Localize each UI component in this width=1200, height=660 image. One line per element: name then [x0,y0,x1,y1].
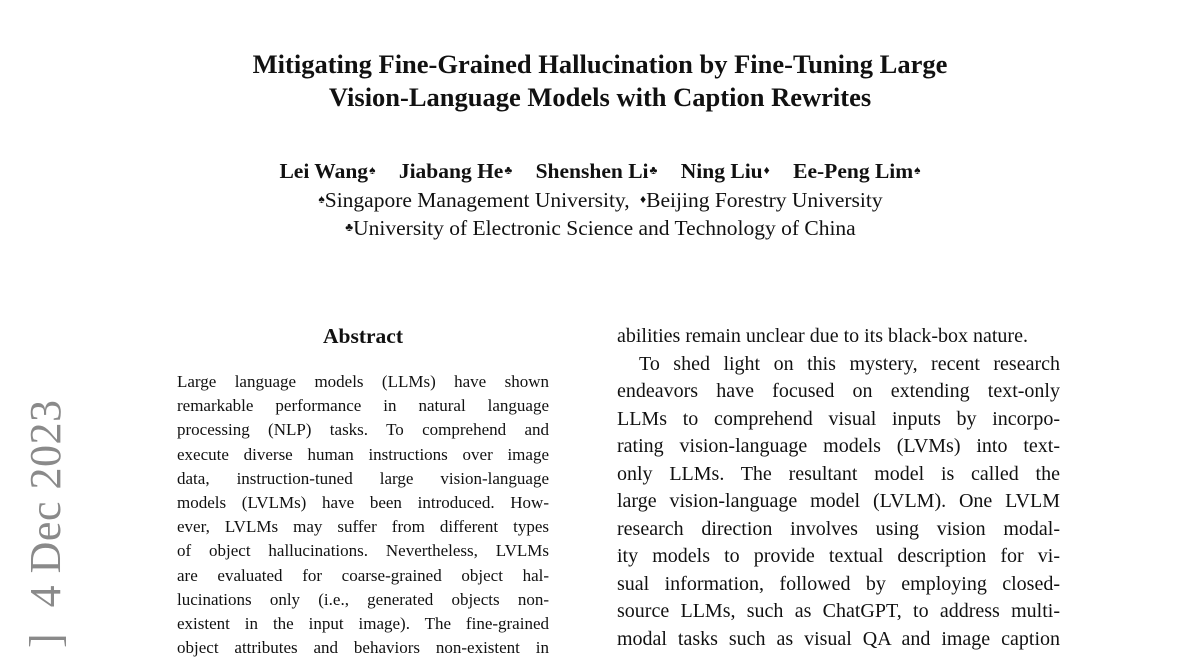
affiliation-mark: ♠ [318,192,325,206]
abstract-line: existent in the input image). The fine-grained [177,614,549,634]
body-line: LLMs to comprehend visual inputs by incorpo- [617,407,1060,430]
affiliation-mark: ♣ [649,163,658,177]
affiliation-mark: ♠ [914,163,921,177]
title-line-1: Mitigating Fine-Grained Hallucination by Fine-Tuning Large [252,49,948,79]
abstract-line: ever, LVLMs may suffer from different types [177,517,549,537]
author [681,157,770,185]
body-line: large vision-language model (LVLM). One LVLM [617,490,1060,512]
abstract-line: processing (NLP) tasks. To comprehend and [177,420,549,440]
arxiv-stamp-date: 4 Dec 2023 [21,399,70,608]
paper-title [0,48,1200,114]
body-line: endeavors have focused on extending text-only [617,380,1060,402]
abstract-body [177,370,549,660]
affiliation-mark: ♣ [504,163,513,177]
body-line: source LLMs, such as ChatGPT, to address multi- [617,600,1060,622]
abstract-line: execute diverse human instructions over image [177,444,549,464]
affiliation-mark: ♦ [640,192,647,206]
title-line-2: Vision-Language Models with Caption Rewrites [328,82,872,112]
abstract-line: remarkable performance in natural language [177,396,549,416]
author-name: Ning Liu [680,159,763,183]
body-line: ity models to provide textual description for vi- [617,545,1060,567]
affiliation-name: Singapore Management University, [324,188,630,212]
affiliation-mark: ♦ [763,163,770,177]
abstract-line: models (LVLMs) have been introduced. How- [177,493,549,513]
author-name: Ee-Peng Lim [793,159,914,183]
arxiv-stamp-bracket: ] [21,632,70,648]
abstract-line: are evaluated for coarse-grained object hal- [177,565,549,585]
body-line: research direction involves using vision modal- [617,517,1060,540]
body-line: abilities remain unclear due to its black-box nature. [617,325,1028,347]
body-line: sual information, followed by employing closed- [617,572,1060,595]
affiliations-line-1 [0,186,1200,214]
affiliations-line-2 [0,214,1200,242]
introduction-column [617,323,1060,653]
body-line: modal tasks such as visual QA and image caption [617,627,1060,650]
abstract-line: lucinations only (i.e., generated objects non- [177,589,549,609]
abstract-heading: Abstract [322,324,403,348]
author-name: Shenshen Li [535,159,649,183]
body-line: To shed light on this mystery, recent research [639,352,1060,375]
author-name: Lei Wang [279,159,369,183]
abstract-line: data, instruction-tuned large vision-language [177,468,549,488]
affiliation-mark: ♠ [369,163,376,177]
author [793,157,920,185]
author-list [0,157,1200,185]
affiliation-mark: ♣ [345,220,354,234]
affiliation-name: Beijing Forestry University [646,188,883,212]
author-name: Jiabang He [398,159,504,183]
author [399,157,512,185]
affiliation-name: University of Electronic Science and Technology of China [353,216,856,240]
abstract-line: of object hallucinations. Nevertheless, LVLMs [177,541,549,561]
abstract-line: Large language models (LLMs) have shown [177,372,549,391]
author [279,157,375,185]
abstract-line: object attributes and behaviors non-existent in [177,638,549,658]
arxiv-side-stamp [18,400,74,649]
author [536,157,658,185]
body-line: only LLMs. The resultant model is called the [617,462,1060,485]
body-line: rating vision-language models (LVMs) into text- [617,435,1060,457]
